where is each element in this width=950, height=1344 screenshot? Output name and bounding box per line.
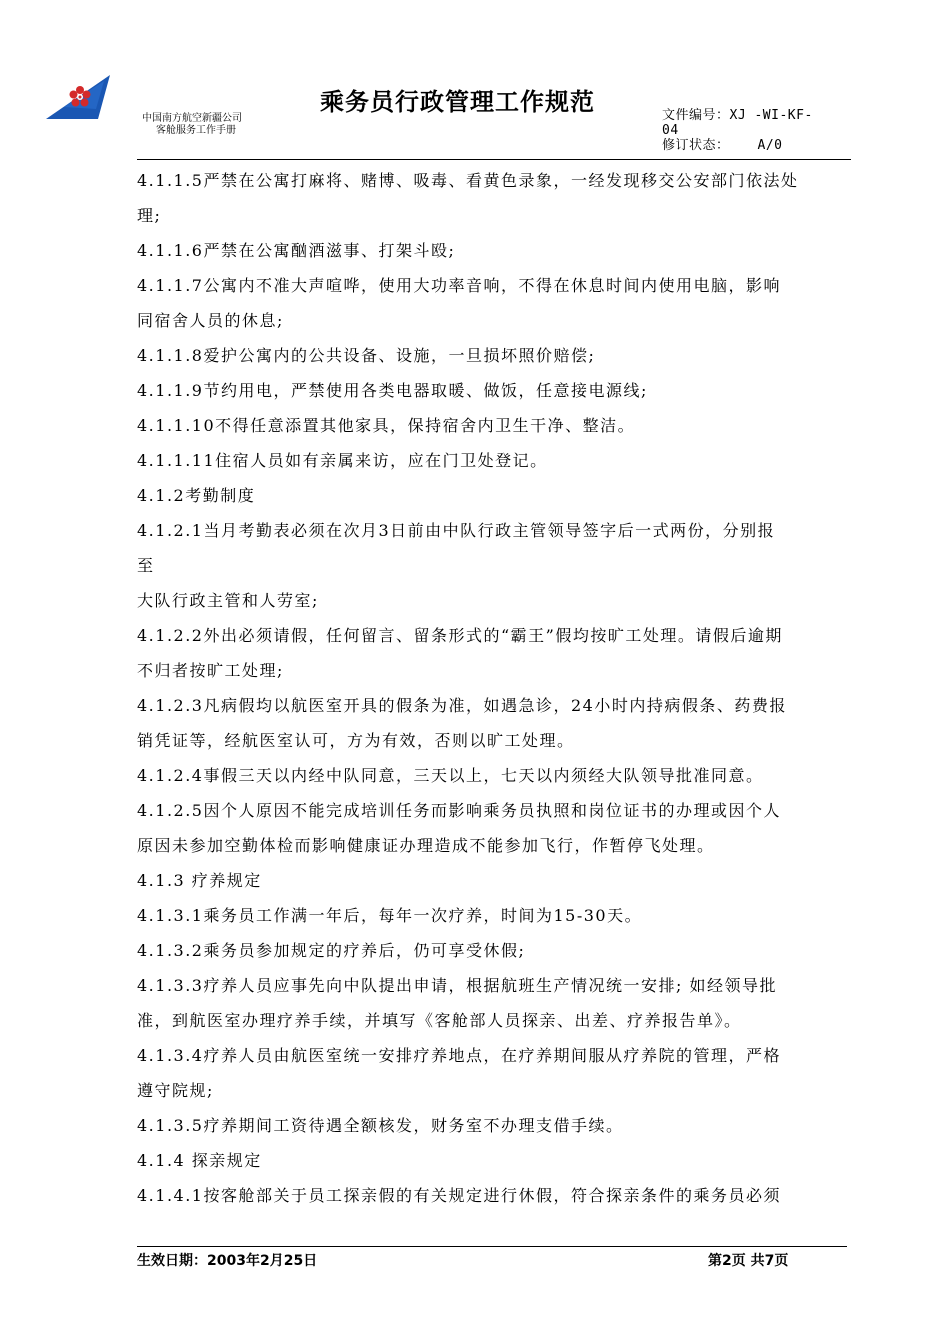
body-line: 4.1.3.1乘务员工作满一年后，每年一次疗养，时间为15-30天。 — [137, 906, 643, 925]
revision-value: A/0 — [757, 138, 783, 153]
section-heading: 4.1.4 探亲规定 — [137, 1151, 262, 1170]
body-line: 大队行政主管和人劳室; — [137, 591, 319, 610]
effective-date: 生效日期：2003年2月25日 — [137, 1253, 318, 1269]
footer-divider — [137, 1246, 847, 1247]
body-line: 同宿舍人员的休息; — [137, 311, 284, 330]
section-heading: 4.1.2考勤制度 — [137, 486, 256, 505]
manual-name: 客舱服务工作手册 — [156, 125, 236, 136]
body-line: 4.1.1.10不得任意添置其他家具，保持宿舍内卫生干净、整洁。 — [137, 416, 636, 435]
body-line: 4.1.1.8爱护公寓内的公共设备、设施，一旦损坏照价赔偿; — [137, 346, 596, 365]
doc-number-line-2: 04 — [662, 123, 679, 138]
company-name: 中国南方航空新疆公司 — [142, 113, 242, 124]
body-line: 4.1.3.2乘务员参加规定的疗养后，仍可享受休假; — [137, 941, 526, 960]
page-title: 乘务员行政管理工作规范 — [320, 88, 595, 116]
body-line: 理; — [137, 206, 162, 225]
body-line: 4.1.1.11住宿人员如有亲属来访，应在门卫处登记。 — [137, 451, 548, 470]
body-line: 原因未参加空勤体检而影响健康证办理造成不能参加飞行，作暂停飞处理。 — [137, 836, 715, 855]
section-heading: 4.1.3 疗养规定 — [137, 871, 262, 890]
body-line: 4.1.2.1当月考勤表必须在次月3日前由中队行政主管领导签字后一式两份，分别报 — [137, 521, 776, 540]
body-line: 4.1.1.5严禁在公寓打麻将、赌博、吸毒、看黄色录象，一经发现移交公安部门依法处 — [137, 171, 799, 190]
body-line: 准，到航医室办理疗养手续，并填写《客舱部人员探亲、出差、疗养报告单》。 — [137, 1011, 742, 1030]
body-line: 遵守院规; — [137, 1081, 214, 1100]
document-meta — [662, 108, 852, 153]
doc-number-line-1: 文件编号：XJ -WI-KF- — [662, 108, 813, 123]
page-number: 第2页 共7页 — [708, 1253, 789, 1269]
body-line: 4.1.3.4疗养人员由航医室统一安排疗养地点，在疗养期间服从疗养院的管理，严格 — [137, 1046, 781, 1065]
airline-logo-icon — [44, 73, 112, 121]
body-line: 4.1.3.3疗养人员应事先向中队提出申请，根据航班生产情况统一安排; 如经领导批 — [137, 976, 777, 995]
body-line: 不归者按旷工处理; — [137, 661, 284, 680]
company-info — [142, 113, 242, 137]
document-body — [137, 163, 851, 1213]
body-line: 4.1.2.4事假三天以内经中队同意，三天以上，七天以内须经大队领导批准同意。 — [137, 766, 764, 785]
body-line: 4.1.2.2外出必须请假，任何留言、留条形式的“霸王”假均按旷工处理。请假后逾期 — [137, 626, 783, 645]
body-line: 至 — [137, 556, 155, 575]
revision-status — [662, 138, 852, 153]
revision-label: 修订状态： — [662, 138, 730, 153]
body-line: 4.1.1.9节约用电，严禁使用各类电器取暖、做饭，任意接电源线; — [137, 381, 648, 400]
body-line: 4.1.1.6严禁在公寓酗酒滋事、打架斗殴; — [137, 241, 456, 260]
header-divider — [137, 159, 851, 160]
body-line: 4.1.3.5疗养期间工资待遇全额核发，财务室不办理支借手续。 — [137, 1116, 624, 1135]
body-line: 4.1.1.7公寓内不准大声喧哗，使用大功率音响，不得在休息时间内使用电脑，影响 — [137, 276, 781, 295]
body-line: 4.1.4.1按客舱部关于员工探亲假的有关规定进行休假，符合探亲条件的乘务员必须 — [137, 1186, 781, 1205]
body-line: 销凭证等，经航医室认可，方为有效，否则以旷工处理。 — [137, 731, 575, 750]
body-line: 4.1.2.3凡病假均以航医室开具的假条为准，如遇急诊，24小时内持病假条、药费报 — [137, 696, 787, 715]
body-line: 4.1.2.5因个人原因不能完成培训任务而影响乘务员执照和岗位证书的办理或因个人 — [137, 801, 781, 820]
